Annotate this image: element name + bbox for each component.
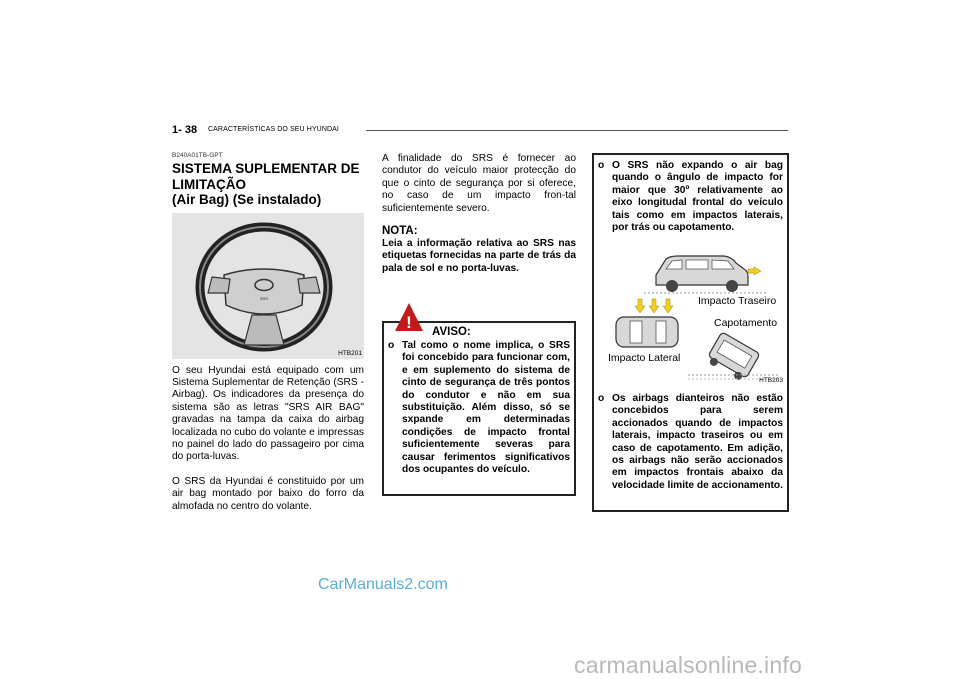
rollover-label: Capotamento [714,317,778,329]
side-impact-arrows-icon [635,299,673,313]
note-title: NOTA: [382,225,418,238]
warning-text: Tal como o nome implica, o SRS foi concebido para funcionar com, e em suplemento do sistema de cinto de segurança de três pontos do condutor e não em sua substituição. Além disso, só se sxpande em determinadas condições de impacto frontal suficientemente severas para causar ferimentos significativos dos ocupantes do veículo. [402,340,570,476]
page-number: 1- 38 [172,124,198,136]
warning-list [388,340,570,476]
figure-code: HTB201 [338,349,362,357]
section-title: CARACTERÍSTICAS DO SEU HYUNDAI [208,126,339,133]
impact-types-illustration [598,239,783,389]
svg-text:SRS: SRS [259,295,269,301]
impact-text-2: Os airbags dianteiros não estão concebidos para serem accionados quando de impactos laterais, impacto traseiros ou em caso de capotamento. Em adição, os airbags não serão accionados em impactos frontais abaixo da velocidade limite de accionamento. [612,393,783,491]
watermark-carmanuals2[interactable]: CarManuals2.com [318,576,448,593]
title-line: LIMITAÇÃO [172,176,246,192]
warning-box [382,321,576,496]
impact-info-box [592,153,789,512]
srs-paragraph: O SRS da Hyundai é constituido por um air bag montado por baixo do forro da almofada no centro do volante. [172,475,364,512]
impact-list-bottom [598,393,783,492]
intro-paragraph: O seu Hyundai está equipado com um Sistema Suplementar de Retenção (SRS - Airbag). Os indicadores da presença do sistema são as letras "SRS AIR BAG" gravadas na tampa da caixa do airbag localizada no cubo do volante e impressas no painel do lado do passageiro por cima do porta-luvas. [172,364,364,463]
impact-list-top [598,160,783,234]
steering-wheel-figure [172,213,364,359]
figure-code: HTB203 [759,377,783,384]
title-line: (Air Bag) (Se instalado) [172,192,322,207]
title-line: SISTEMA SUPLEMENTAR DE [172,161,360,176]
note-text: Leia a informação relativa ao SRS nas etiquetas fornecidas na parte de trás da pala de sol e no porta-luvas. [382,238,576,274]
impact-text-1: O SRS não expando o air bag quando o ângulo de impacto for maior que 30º relativamente ao eixo longitudal frontal do veículo tais como em impactos laterais, por trás ou capotamento. [612,160,783,234]
bullet-marker: o [598,160,605,171]
warning-triangle-icon [394,302,424,332]
section-code: B240A01TB-GPT [172,152,223,159]
warning-item [388,340,570,476]
warning-title: AVISO: [432,326,471,338]
warning-symbol: ! [406,313,412,332]
bullet-marker: o [388,340,395,351]
impact-item [598,160,783,234]
purpose-paragraph: A finalidade do SRS é fornecer ao condutor do veículo maior protecção do que o cinto de segurança por si oferece, no caso de um impacto fron-tal suficientemente severo. [382,153,576,214]
header-rule [366,130,788,131]
side-impact-label: Impacto Lateral [608,352,681,364]
impact-item [598,393,783,492]
rear-impact-label: Impacto Traseiro [698,295,777,307]
left-column [172,152,364,513]
middle-column [382,153,576,275]
page-header [172,124,788,138]
bullet-marker: o [598,393,605,404]
watermark-carmanualsonline[interactable]: carmanualsonline.info [574,652,802,678]
rear-impact-arrow-icon [748,267,761,275]
steering-wheel-illustration [172,213,364,359]
main-title [172,161,364,208]
